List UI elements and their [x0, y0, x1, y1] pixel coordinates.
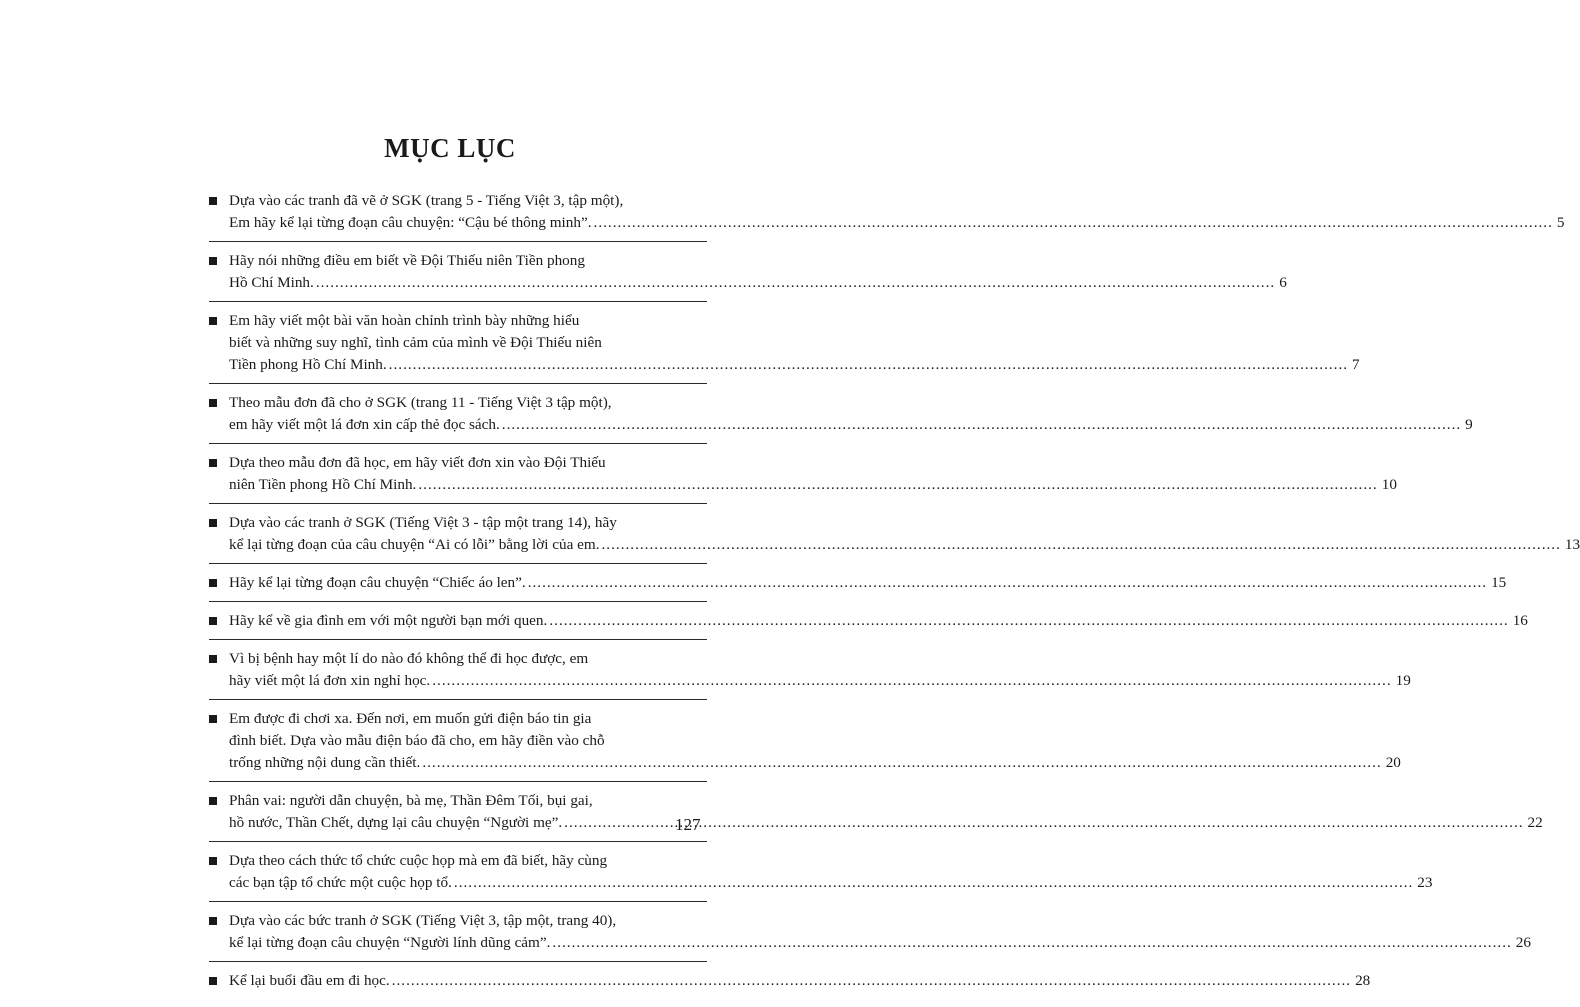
toc-entry-line: Vì bị bệnh hay một lí do nào đó không thể đi học được, em — [229, 650, 589, 667]
toc-entry-page: 20 — [1385, 754, 1401, 771]
toc-entry-line: Em hãy viết một bài văn hoàn chỉnh trình bày những hiểu — [229, 312, 580, 329]
toc-entry-last-line — [229, 932, 1531, 954]
dot-leader — [392, 970, 1351, 992]
toc-entry-last-line — [229, 670, 1411, 692]
toc-entry — [209, 572, 1507, 602]
toc-entry-page: 26 — [1515, 934, 1531, 951]
toc-entry-last-line — [229, 474, 1397, 496]
dot-leader — [552, 932, 1511, 954]
toc-entry-line: Phân vai: người dẫn chuyện, bà mẹ, Thần Đêm Tối, bụi gai, — [229, 792, 593, 809]
toc-entry-page: 16 — [1512, 612, 1528, 629]
toc-entry — [209, 452, 1397, 504]
toc-entry-line: Dựa theo mẫu đơn đã học, em hãy viết đơn xin vào Đội Thiếu — [229, 454, 606, 471]
toc-entry — [209, 850, 1433, 902]
toc-entry-last-line — [229, 572, 1507, 594]
dot-leader — [422, 752, 1381, 774]
square-bullet-icon — [209, 977, 217, 985]
toc-entry-line: niên Tiền phong Hồ Chí Minh. — [229, 476, 417, 493]
square-bullet-icon — [209, 317, 217, 325]
dot-leader — [549, 610, 1508, 632]
page-title: MỤC LỤC — [384, 133, 516, 163]
toc-entry — [209, 310, 1360, 384]
toc-entry-line: Dựa vào các tranh ở SGK (Tiếng Việt 3 - tập một trang 14), hãy — [229, 514, 617, 531]
toc-entry-page: 23 — [1417, 874, 1433, 891]
toc-entry-line: Hồ Chí Minh. — [229, 274, 314, 291]
square-bullet-icon — [209, 579, 217, 587]
toc-entry-page: 15 — [1491, 574, 1507, 591]
dot-leader — [418, 474, 1377, 496]
table-of-contents — [209, 190, 1580, 1007]
toc-entry-line: Theo mẫu đơn đã cho ở SGK (trang 11 - Tiếng Việt 3 tập một), — [229, 394, 612, 411]
toc-entry-last-line — [229, 752, 1401, 774]
toc-entry-page: 9 — [1465, 416, 1473, 433]
toc-entry-page: 28 — [1355, 972, 1371, 989]
toc-entry-last-line — [229, 610, 1528, 632]
square-bullet-icon — [209, 917, 217, 925]
page-number: 127 — [675, 815, 701, 834]
toc-entry-last-line — [229, 534, 1580, 556]
toc-entry-line: Kể lại buổi đầu em đi học. — [229, 972, 390, 989]
toc-entry-line: Hãy kể lại từng đoạn câu chuyện “Chiếc áo len”. — [229, 574, 526, 591]
toc-entry-line: kể lại từng đoạn câu chuyện “Người lính dũng cảm”. — [229, 934, 551, 951]
dot-leader — [389, 354, 1348, 376]
toc-entry-last-line — [229, 272, 1287, 294]
square-bullet-icon — [209, 399, 217, 407]
dot-leader — [564, 812, 1523, 834]
toc-entry-page: 7 — [1352, 356, 1360, 373]
toc-entry-line: kể lại từng đoạn của câu chuyện “Ai có lỗi” bằng lời của em. — [229, 536, 600, 553]
toc-entry-last-line — [229, 812, 1543, 834]
toc-entry-page: 5 — [1556, 214, 1565, 231]
toc-entry-line: Dựa vào các tranh đã vẽ ở SGK (trang 5 - Tiếng Việt 3, tập một), — [229, 192, 624, 209]
toc-entry — [209, 648, 1411, 700]
toc-entry-line: Dựa vào các bức tranh ở SGK (Tiếng Việt 3, tập một, trang 40), — [229, 912, 617, 929]
square-bullet-icon — [209, 519, 217, 527]
square-bullet-icon — [209, 459, 217, 467]
toc-entry — [209, 512, 1580, 564]
toc-entry-line: biết và những suy nghĩ, tình cảm của mình về Đội Thiếu niên — [229, 334, 602, 351]
toc-entry — [209, 910, 1531, 962]
toc-entry — [209, 250, 1287, 302]
toc-entry-line: hồ nước, Thần Chết, dựng lại câu chuyện “Người mẹ”. — [229, 814, 563, 831]
square-bullet-icon — [209, 715, 217, 723]
toc-entry-page: 22 — [1527, 814, 1543, 831]
square-bullet-icon — [209, 797, 217, 805]
dot-leader — [594, 212, 1553, 234]
toc-entry-last-line — [229, 414, 1473, 436]
dot-leader — [432, 670, 1391, 692]
dot-leader — [528, 572, 1487, 594]
toc-entry-last-line — [229, 970, 1371, 992]
toc-entry — [209, 790, 1543, 842]
toc-entry-line: các bạn tập tổ chức một cuộc họp tổ. — [229, 874, 452, 891]
toc-entry-page: 6 — [1279, 274, 1287, 291]
toc-entry — [209, 708, 1401, 782]
toc-entry — [209, 970, 1371, 999]
toc-entry-last-line — [229, 354, 1360, 376]
dot-leader — [502, 414, 1461, 436]
square-bullet-icon — [209, 617, 217, 625]
toc-entry-last-line — [229, 872, 1433, 894]
toc-entry-page: 10 — [1381, 476, 1397, 493]
toc-entry-line: em hãy viết một lá đơn xin cấp thẻ đọc sách. — [229, 416, 500, 433]
toc-entry-page: 19 — [1395, 672, 1411, 689]
toc-entry — [209, 190, 1565, 242]
square-bullet-icon — [209, 197, 217, 205]
square-bullet-icon — [209, 655, 217, 663]
dot-leader — [454, 872, 1413, 894]
toc-entry-line: Tiền phong Hồ Chí Minh. — [229, 356, 387, 373]
dot-leader — [316, 272, 1275, 294]
toc-entry-line: đình biết. Dựa vào mẫu điện báo đã cho, em hãy điền vào chỗ — [229, 732, 605, 749]
toc-entry-line: Hãy nói những điều em biết về Đội Thiếu niên Tiền phong — [229, 252, 585, 269]
toc-entry-line: Hãy kể về gia đình em với một người bạn mới quen. — [229, 612, 548, 629]
toc-entry-last-line — [229, 212, 1565, 234]
toc-entry-line: Em hãy kể lại từng đoạn câu chuyện: “Cậu bé thông minh”. — [229, 214, 592, 231]
toc-entry — [209, 392, 1473, 444]
toc-entry-line: trống những nội dung cần thiết. — [229, 754, 421, 771]
toc-entry-page: 13 — [1564, 536, 1580, 553]
dot-leader — [602, 534, 1561, 556]
toc-entry-line: Em được đi chơi xa. Đến nơi, em muốn gửi điện báo tin gia — [229, 710, 592, 727]
square-bullet-icon — [209, 257, 217, 265]
toc-entry — [209, 610, 1528, 640]
toc-entry-line: hãy viết một lá đơn xin nghỉ học. — [229, 672, 431, 689]
square-bullet-icon — [209, 857, 217, 865]
toc-entry-line: Dựa theo cách thức tổ chức cuộc họp mà em đã biết, hãy cùng — [229, 852, 608, 869]
